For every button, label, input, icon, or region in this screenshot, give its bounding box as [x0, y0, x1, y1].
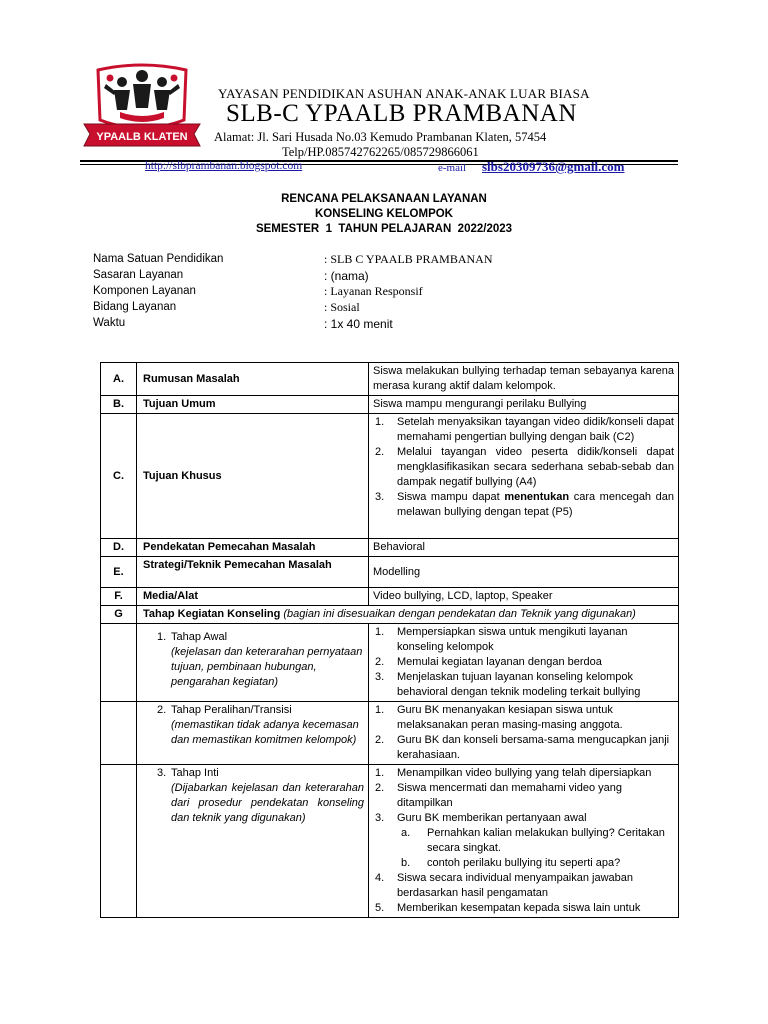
row-code: G	[101, 606, 137, 624]
row-code: B.	[101, 396, 137, 414]
row-label: Tujuan Khusus	[137, 414, 369, 539]
foundation-name: YAYASAN PENDIDIKAN ASUHAN ANAK-ANAK LUAR BIASA	[218, 86, 590, 101]
list-item: 2. Memulai kegiatan layanan dengan berdoa	[375, 656, 602, 668]
row-label: Media/Alat	[137, 588, 369, 606]
document-title: RENCANA PELAKSANAAN LAYANAN	[281, 193, 487, 205]
row-label: Strategi/Teknik Pemecahan Masalah	[137, 557, 369, 588]
website-link[interactable]: http://slbprambanan.blogspot.com	[145, 160, 303, 172]
list-item: 3. Menjelaskan tujuan layanan konseling kelompok behavioral dengan teknik modeling terkait bullying	[375, 671, 641, 698]
list-item: 3. Guru BK memberikan pertanyaan awal a. Pernahkan kalian melakukan bullying? Ceritakan secara singkat. b. contoh perilaku bullying itu seperti apa?	[373, 811, 674, 871]
table-row	[101, 624, 679, 702]
semester-line: SEMESTER 1 TAHUN PELAJARAN 2022/2023	[255, 223, 513, 235]
row-value: Modelling	[369, 557, 679, 588]
list-item: 4. Siswa secara individual menyampaikan jawaban berdasarkan hasil pengamatan	[375, 872, 634, 899]
row-value: Siswa melakukan bullying terhadap teman sebayanya karena merasa kurang aktif dalam kelompok.	[369, 363, 679, 396]
row-code: F.	[101, 588, 137, 606]
stage-description: (memastikan tidak adanya kecemasan dan memastikan komitmen kelompok)	[171, 719, 359, 746]
stage-steps	[369, 702, 679, 765]
identity-value: : Layanan Responsif	[324, 284, 423, 298]
stage-title: 3. Tahap Inti	[157, 767, 219, 779]
identity-label: Nama Satuan Pendidikan	[93, 253, 224, 265]
table-row	[101, 414, 679, 539]
identity-label: Waktu	[93, 317, 126, 329]
row-label: Tahap Kegiatan Konseling (bagian ini disesuaikan dengan pendekatan dan Teknik yang digunakan)	[137, 606, 679, 624]
table-row	[101, 702, 679, 765]
list-item: 1. Mempersiapkan siswa untuk mengikuti layanan konseling kelompok	[375, 626, 628, 653]
identity-value: : SLB C YPAALB PRAMBANAN	[324, 252, 493, 266]
stage-description: (Dijabarkan kejelasan dan keterarahan dari prosedur pendekatan konseling dan teknik yang digunakan)	[171, 782, 364, 824]
table-row	[101, 539, 679, 557]
document-subtitle: KONSELING KELOMPOK	[314, 208, 453, 220]
identity-label: Komponen Layanan	[93, 285, 196, 297]
list-item: 5. Memberikan kesempatan kepada siswa lain untuk	[375, 902, 641, 914]
school-address: Alamat: Jl. Sari Husada No.03 Kemudo Prambanan Klaten, 57454	[214, 130, 547, 144]
list-item: 1. Menampilkan video bullying yang telah dipersiapkan	[375, 767, 652, 779]
table-row	[101, 363, 679, 396]
stage-title: 1. Tahap Awal	[157, 631, 228, 643]
row-code: A.	[101, 363, 137, 396]
list-item: 1. Guru BK menanyakan kesiapan siswa untuk melaksanakan peran masing-masing anggota.	[375, 704, 623, 731]
table-row	[101, 588, 679, 606]
row-label: Pendekatan Pemecahan Masalah	[137, 539, 369, 557]
email-label: e-mail	[438, 162, 467, 174]
stage-title: 2. Tahap Peralihan/Transisi	[157, 704, 292, 716]
identity-value: : 1x 40 menit	[324, 317, 393, 331]
identity-value: : Sosial	[324, 300, 360, 314]
list-item: 1. Setelah menyaksikan tayangan video didik/konseli dapat memahami pengertian bullying dengan baik (C2)	[375, 416, 674, 443]
row-value: Behavioral	[369, 539, 679, 557]
school-phone: Telp/HP.085742762265/085729866061	[282, 145, 479, 159]
list-item: 2. Siswa mencermati dan memahami video yang ditampilkan	[375, 782, 622, 809]
school-logo	[80, 62, 204, 158]
row-code: E.	[101, 557, 137, 588]
stage-cell	[137, 702, 369, 765]
list-item: 3. Siswa mampu dapat menentukan cara mencegah dan melawan bullying dengan tepat (P5)	[375, 491, 674, 518]
table-row	[101, 765, 679, 918]
row-code: C.	[101, 414, 137, 539]
stage-steps	[369, 624, 679, 702]
email-link[interactable]: slbs20309736@gmail.com	[482, 159, 625, 174]
row-label: Rumusan Masalah	[137, 363, 369, 396]
row-label: Tujuan Umum	[137, 396, 369, 414]
table-row	[101, 557, 679, 588]
identity-label: Bidang Layanan	[93, 301, 177, 313]
stage-cell	[137, 624, 369, 702]
list-item: 2. Guru BK dan konseli bersama-sama mengucapkan janji kerahasiaan.	[375, 734, 670, 761]
list-item: 2. Melalui tayangan video peserta didik/konseli dapat mengklasifikasikan secara sederhana sebab-sebab dan dampak negatif bullying (A4)	[375, 446, 674, 488]
row-code: D.	[101, 539, 137, 557]
identity-value: : (nama)	[324, 269, 369, 283]
stage-cell	[137, 765, 369, 918]
stage-steps	[369, 765, 679, 918]
row-value: Siswa mampu mengurangi perilaku Bullying	[369, 396, 679, 414]
plan-table	[100, 362, 679, 918]
sub-list-item: b. contoh perilaku bullying itu seperti apa?	[401, 857, 621, 869]
stage-description: (kejelasan dan keterarahan pernyataan tujuan, pembinaan hubungan, pengarahan kegiatan)	[171, 646, 363, 688]
logo-text: YPAALB KLATEN	[96, 131, 188, 143]
sub-list-item: a. Pernahkan kalian melakukan bullying? Ceritakan secara singkat.	[401, 827, 665, 854]
row-note: (bagian ini disesuaikan dengan pendekatan dan Teknik yang digunakan)	[283, 608, 636, 620]
table-row	[101, 396, 679, 414]
school-name: SLB-C YPAALB PRAMBANAN	[226, 100, 577, 127]
identity-label: Sasaran Layanan	[93, 269, 184, 281]
table-row	[101, 606, 679, 624]
row-value: Video bullying, LCD, laptop, Speaker	[369, 588, 679, 606]
row-value	[369, 414, 679, 539]
